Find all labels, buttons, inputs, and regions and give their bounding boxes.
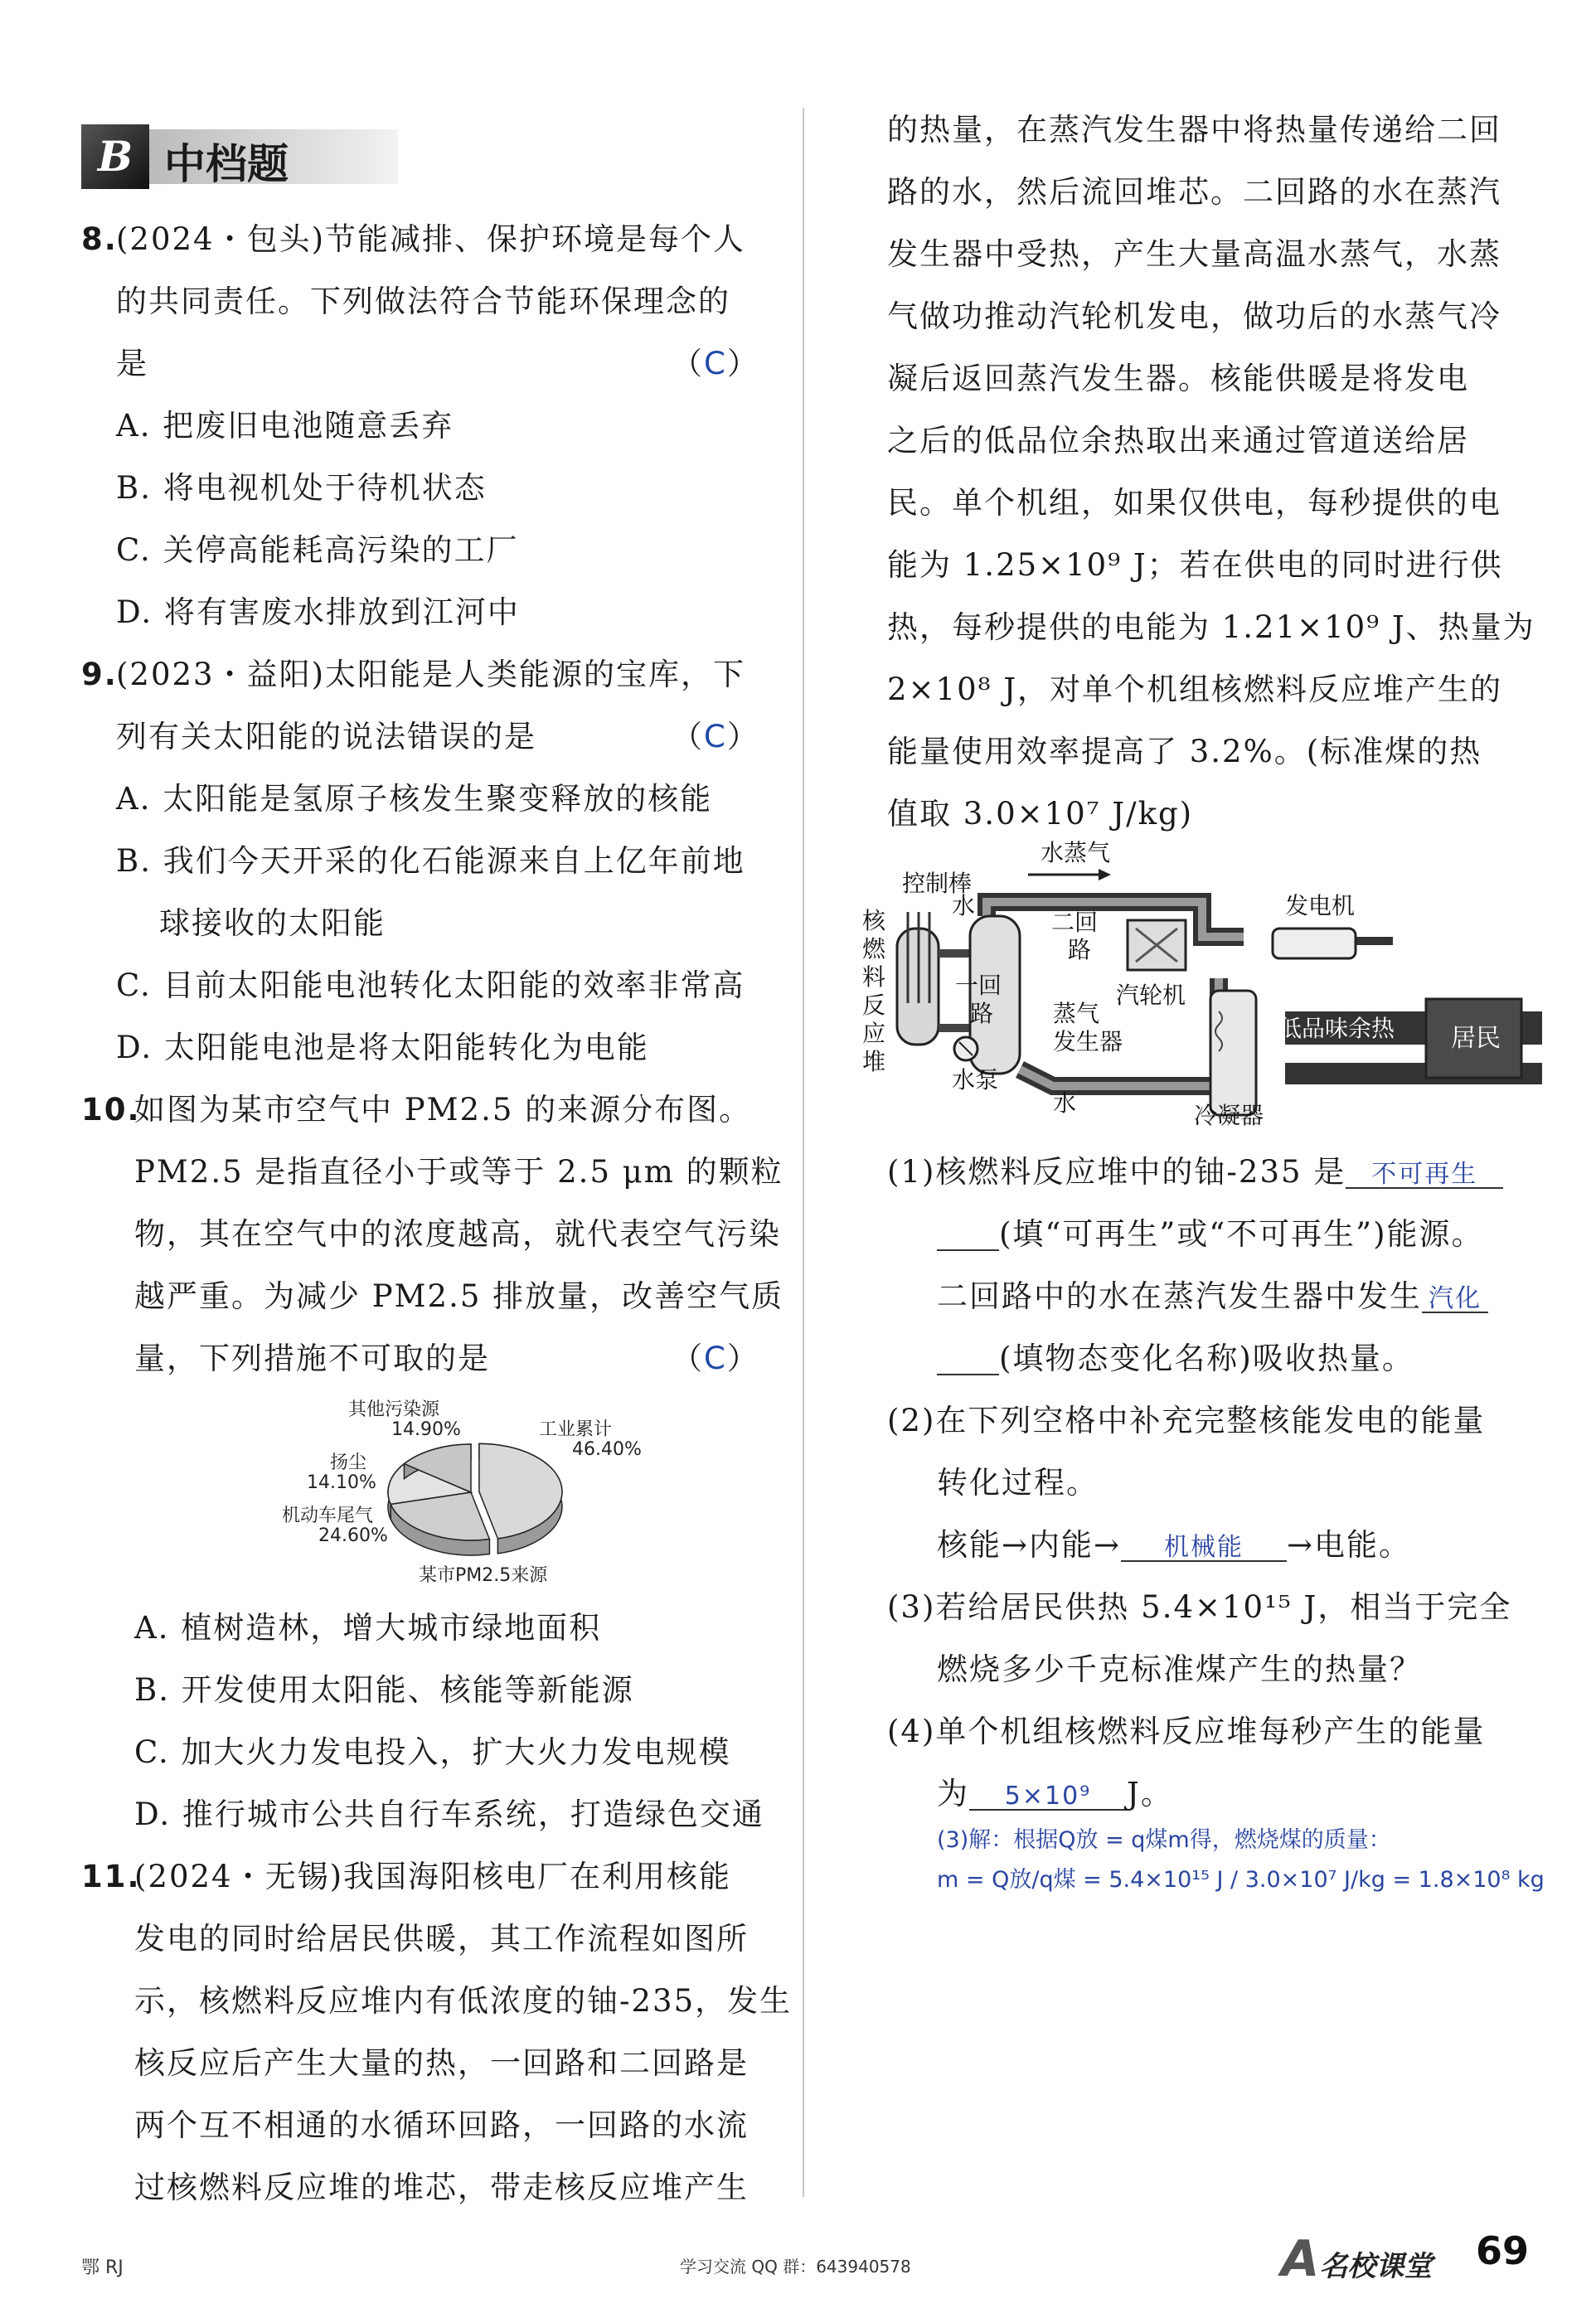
- q11-stem-r10: 2×10⁸ J，对单个机组核燃料反应堆产生的: [887, 672, 1503, 707]
- q11-sub1-answer1: 不可再生: [1371, 1160, 1478, 1189]
- q11-solution-line2: m = Q放/q煤 = 5.4×10¹⁵ J / 3.0×10⁷ J/kg = 1.8×10⁸ kg: [937, 1867, 1545, 1893]
- section-title: 中档题: [164, 140, 289, 188]
- q10-option-c: C. 加大火力发电投入，扩大火力发电规模: [134, 1734, 731, 1770]
- pie-label-industry-name: 工业累计: [539, 1419, 613, 1440]
- q9-stem-1: (2023・益阳)太阳能是人类能源的宝库，下: [116, 657, 746, 692]
- q11-sub3-line2: 燃烧多少千克标准煤产生的热量？: [937, 1651, 1422, 1687]
- pie-label-dust-name: 扬尘: [330, 1452, 367, 1473]
- q11-sub2-line1: (2)在下列空格中补充完整核能发电的能量: [887, 1403, 1486, 1438]
- q11-stem-r1: 的热量，在蒸汽发生器中将热量传递给二回: [887, 112, 1501, 148]
- q11-sub4-answer: 5×10⁹: [1004, 1782, 1092, 1811]
- q11-sub2-line2: 转化过程。: [937, 1465, 1099, 1501]
- q11-sub4-line2: 为 5×10⁹ J。: [937, 1776, 1173, 1811]
- q11-sub1-line4: (填物态变化名称)吸收热量。: [937, 1343, 1414, 1375]
- q9-option-d: D. 太阳能电池是将太阳能转化为电能: [116, 1030, 649, 1065]
- q11-stem-r3: 发生器中受热，产生大量高温水蒸气，水蒸: [887, 236, 1501, 272]
- q11-number: 11.: [81, 1859, 141, 1894]
- pie-label-dust-value: 14.10%: [307, 1472, 376, 1493]
- q11-sub3-line1: (3)若给居民供热 5.4×10¹⁵ J，相当于完全: [887, 1589, 1512, 1625]
- q9-answer: C: [704, 719, 727, 754]
- nuclear-plant-diagram: [854, 837, 1542, 1127]
- q8-answer-bracket: （C）: [672, 346, 759, 381]
- q8-option-a: A. 把废旧电池随意丢弃: [116, 408, 454, 444]
- label-condenser: 冷凝器: [1194, 1102, 1264, 1127]
- pie-label-other-value: 14.90%: [391, 1419, 461, 1440]
- label-loop2-a: 二回: [1051, 909, 1099, 936]
- q8-stem-1: (2024・包头)节能减排、保护环境是每个人: [116, 221, 746, 257]
- q11-sub1-line3: 二回路中的水在蒸汽发生器中发生 汽化: [937, 1281, 1488, 1313]
- q10-stem-2: PM2.5 是指直径小于或等于 2.5 μm 的颗粒: [134, 1154, 783, 1190]
- label-steam-gen: 蒸气发生器: [1053, 1000, 1123, 1055]
- q11-sub2-line3: 核能→内能→ 机械能 →电能。: [937, 1527, 1412, 1563]
- q11-stem-r8: 能为 1.25×10⁹ J；若在供电的同时进行供: [887, 547, 1503, 583]
- q9-answer-bracket: （C）: [672, 719, 759, 754]
- footer-brand-logo: A名校课堂: [1281, 2230, 1433, 2288]
- q10-stem-5: 量，下列措施不可取的是: [134, 1341, 490, 1376]
- q11-sub4-line1: (4)单个机组核燃料反应堆每秒产生的能量: [887, 1714, 1486, 1749]
- pie-label-industry-value: 46.40%: [572, 1439, 642, 1460]
- q9-option-c: C. 目前太阳能电池转化太阳能的效率非常高: [116, 967, 745, 1003]
- label-pump: 水泵: [952, 1066, 999, 1094]
- q10-answer-bracket: （C）: [672, 1341, 759, 1376]
- q11-stem-r7: 民。单个机组，如果仅供电，每秒提供的电: [887, 485, 1501, 521]
- pie-slices: [388, 1443, 562, 1555]
- q11-sub1-answer2: 汽化: [1429, 1284, 1482, 1313]
- label-loop2-b: 路: [1068, 936, 1092, 963]
- q10-option-b: B. 开发使用太阳能、核能等新能源: [134, 1672, 634, 1708]
- q11-stem-r6: 之后的低品位余热取出来通过管道送给居: [887, 423, 1469, 458]
- q8-number: 8.: [81, 221, 118, 257]
- q11-stem-r5: 凝后返回蒸汽发生器。核能供暖是将发电: [887, 361, 1469, 396]
- label-waste-heat: 低品味余热: [1278, 1015, 1395, 1042]
- q9-option-b-cont: 球接收的太阳能: [159, 905, 386, 941]
- q10-stem-1: 如图为某市空气中 PM2.5 的来源分布图。: [134, 1092, 752, 1127]
- q8-option-d: D. 将有害废水排放到江河中: [116, 594, 520, 630]
- q9-option-a: A. 太阳能是氢原子核发生聚变释放的核能: [116, 781, 713, 817]
- q9-option-b: B. 我们今天开采的化石能源来自上亿年前地: [116, 843, 745, 879]
- label-reactor: 核燃料反应堆: [862, 907, 886, 1075]
- q11-solution-line1: (3)解：根据Q放 = q煤m得，燃烧煤的质量：: [937, 1827, 1391, 1853]
- label-water-bottom: 水: [1053, 1089, 1077, 1117]
- label-control-rod: 控制棒: [902, 870, 973, 897]
- label-turbine: 汽轮机: [1116, 982, 1186, 1009]
- condenser: [1210, 991, 1256, 1115]
- footer-edition: 鄂 RJ: [81, 2257, 124, 2278]
- section-header: [81, 124, 297, 191]
- q8-stem-3: 是: [116, 346, 148, 381]
- q10-stem-4: 越严重。为减少 PM2.5 排放量，改善空气质: [134, 1278, 784, 1314]
- pie-title: 某市PM2.5来源: [419, 1565, 548, 1586]
- q11-sub1-line2: (填“可再生”或“不可再生”)能源。: [937, 1219, 1484, 1251]
- q11-stem-l4: 核反应后产生大量的热，一回路和二回路是: [134, 2045, 749, 2081]
- section-badge: B: [81, 124, 149, 189]
- label-generator: 发电机: [1285, 892, 1356, 919]
- q11-stem-r9: 热，每秒提供的电能为 1.21×10⁹ J、热量为: [887, 609, 1535, 645]
- q11-sub1-line1: (1)核燃料反应堆中的铀-235 是 不可再生: [887, 1157, 1503, 1189]
- q9-stem-2: 列有关太阳能的说法错误的是: [116, 719, 536, 754]
- column-divider: [803, 108, 804, 2197]
- label-steam: 水蒸气: [1041, 839, 1111, 866]
- q10-number: 10.: [81, 1092, 141, 1127]
- pie-label-vehicle-name: 机动车尾气: [282, 1506, 374, 1526]
- label-loop1: 一回路: [955, 972, 1002, 1027]
- q10-answer: C: [704, 1341, 727, 1376]
- footer-qq-group: 学习交流 QQ 群：643940578: [680, 2257, 911, 2277]
- q8-answer: C: [704, 346, 727, 381]
- q11-stem-l5: 两个互不相通的水循环回路，一回路的水流: [134, 2107, 749, 2143]
- q11-stem-l3: 示，核燃料反应堆内有低浓度的铀-235，发生: [134, 1983, 793, 2019]
- q11-stem-r12: 值取 3.0×10⁷ J/kg): [887, 796, 1194, 832]
- pie-label-other-name: 其他污染源: [348, 1399, 440, 1420]
- q11-stem-r4: 气做功推动汽轮机发电，做功后的水蒸气冷: [887, 298, 1501, 334]
- q8-option-b: B. 将电视机处于待机状态: [116, 470, 487, 506]
- q11-sub2-answer: 机械能: [1164, 1533, 1244, 1562]
- q11-stem-l1: (2024・无锡)我国海阳核电厂在利用核能: [134, 1859, 732, 1894]
- q8-option-c: C. 关停高能耗高污染的工厂: [116, 532, 519, 568]
- q10-option-a: A. 植树造林，增大城市绿地面积: [134, 1610, 602, 1646]
- generator: [1273, 929, 1356, 958]
- label-water-top: 水: [952, 892, 976, 919]
- q10-option-d: D. 推行城市公共自行车系统，打造绿色交通: [134, 1797, 764, 1832]
- q11-stem-r11: 能量使用效率提高了 3.2%。(标准煤的热: [887, 734, 1482, 769]
- pie-label-vehicle-value: 24.60%: [318, 1525, 388, 1546]
- label-residents: 居民: [1451, 1024, 1501, 1053]
- q11-stem-l2: 发电的同时给居民供暖，其工作流程如图所: [134, 1921, 749, 1957]
- pm25-pie-chart: [265, 1397, 663, 1592]
- q11-stem-r2: 路的水，然后流回堆芯。二回路的水在蒸汽: [887, 174, 1501, 210]
- page-number: 69: [1476, 2228, 1530, 2273]
- q11-stem-l6: 过核燃料反应堆的堆芯，带走核反应堆产生: [134, 2170, 749, 2205]
- q8-stem-2: 的共同责任。下列做法符合节能环保理念的: [116, 284, 730, 319]
- q10-stem-3: 物，其在空气中的浓度越高，就代表空气污染: [134, 1216, 781, 1252]
- q9-number: 9.: [81, 657, 118, 692]
